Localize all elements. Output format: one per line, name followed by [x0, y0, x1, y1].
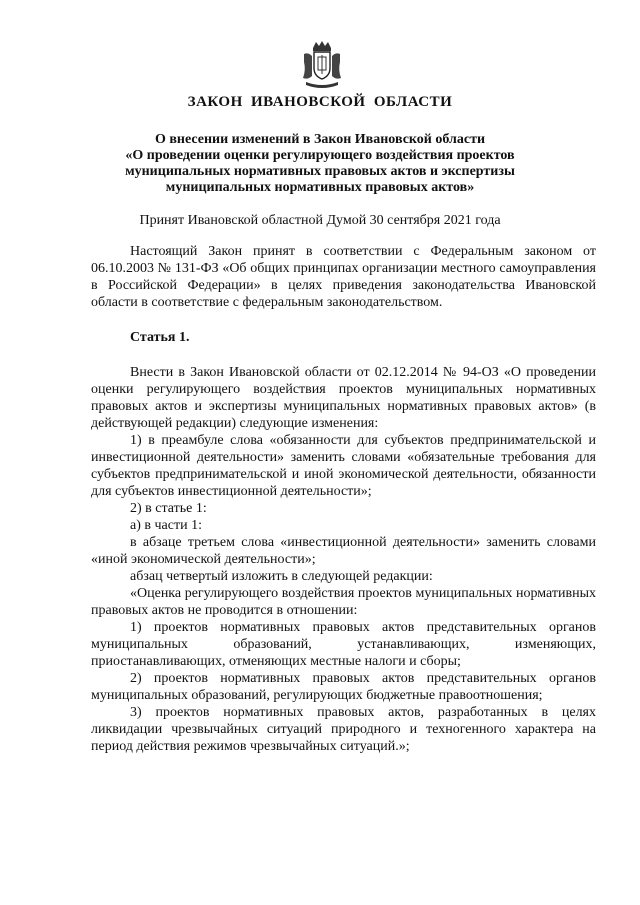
coat-of-arms-icon: [300, 40, 344, 90]
body-paragraph: 2) в статье 1:: [130, 501, 207, 516]
body-paragraph: 1) проектов нормативных правовых актов представительных органов муниципальных образований, устанавливающих, изменяющих, приостанавливающих, отменяющих местные налоги и сборы;: [91, 620, 596, 669]
body-paragraph: 1) в преамбуле слова «обязанности для субъектов предпринимательской и инвестиционной деятельности» заменить словами «обязательные требования для субъектов предпринимательской и иной экономической деятельности, обязанности для субъектов инвестиционной деятельности»;: [91, 433, 596, 499]
body-paragraph: абзац четвертый изложить в следующей редакции:: [130, 569, 433, 584]
preamble-paragraph: Настоящий Закон принят в соответствии с Федеральным законом от 06.10.2003 № 131-ФЗ «Об общих принципах организации местного самоуправления в Российской Федерации» в целях приведения законодательства Ивановской области в соответствие с федеральным законодательством.: [91, 244, 596, 310]
article-heading: Статья 1.: [130, 330, 190, 345]
subtitle-line: муниципальных нормативных правовых актов»: [165, 180, 475, 195]
law-title: ЗАКОН ИВАНОВСКОЙ ОБЛАСТИ: [187, 94, 453, 110]
body-paragraph: 2) проектов нормативных правовых актов представительных органов муниципальных образований, регулирующих бюджетные правоотношения;: [91, 671, 596, 703]
body-paragraph: «Оценка регулирующего воздействия проектов муниципальных нормативных правовых актов не проводится в отношении:: [91, 586, 596, 618]
law-subtitle: [110, 132, 530, 196]
subtitle-line: О внесении изменений в Закон Ивановской области: [154, 132, 486, 147]
law-body: [91, 243, 596, 755]
body-paragraph: Внести в Закон Ивановской области от 02.12.2014 № 94-ОЗ «О проведении оценки регулирующего воздействия проектов муниципальных нормативных правовых актов и экспертизы муниципальных нормативных правовых актов» (в действующей редакции) следующие изменения:: [91, 365, 596, 431]
body-paragraph: а) в части 1:: [130, 518, 202, 533]
subtitle-line: «О проведении оценки регулирующего воздействия проектов: [125, 148, 515, 163]
body-paragraph: в абзаце третьем слова «инвестиционной деятельности» заменить словами «иной экономической деятельности»;: [91, 535, 596, 567]
subtitle-line: муниципальных нормативных правовых актов и экспертизы: [125, 164, 515, 179]
adoption-line: Принят Ивановской областной Думой 30 сентября 2021 года: [139, 213, 501, 228]
body-paragraph: 3) проектов нормативных правовых актов, разработанных в целях ликвидации чрезвычайных ситуаций природного и техногенного характера на период действия режимов чрезвычайных ситуаций.»;: [91, 705, 596, 754]
